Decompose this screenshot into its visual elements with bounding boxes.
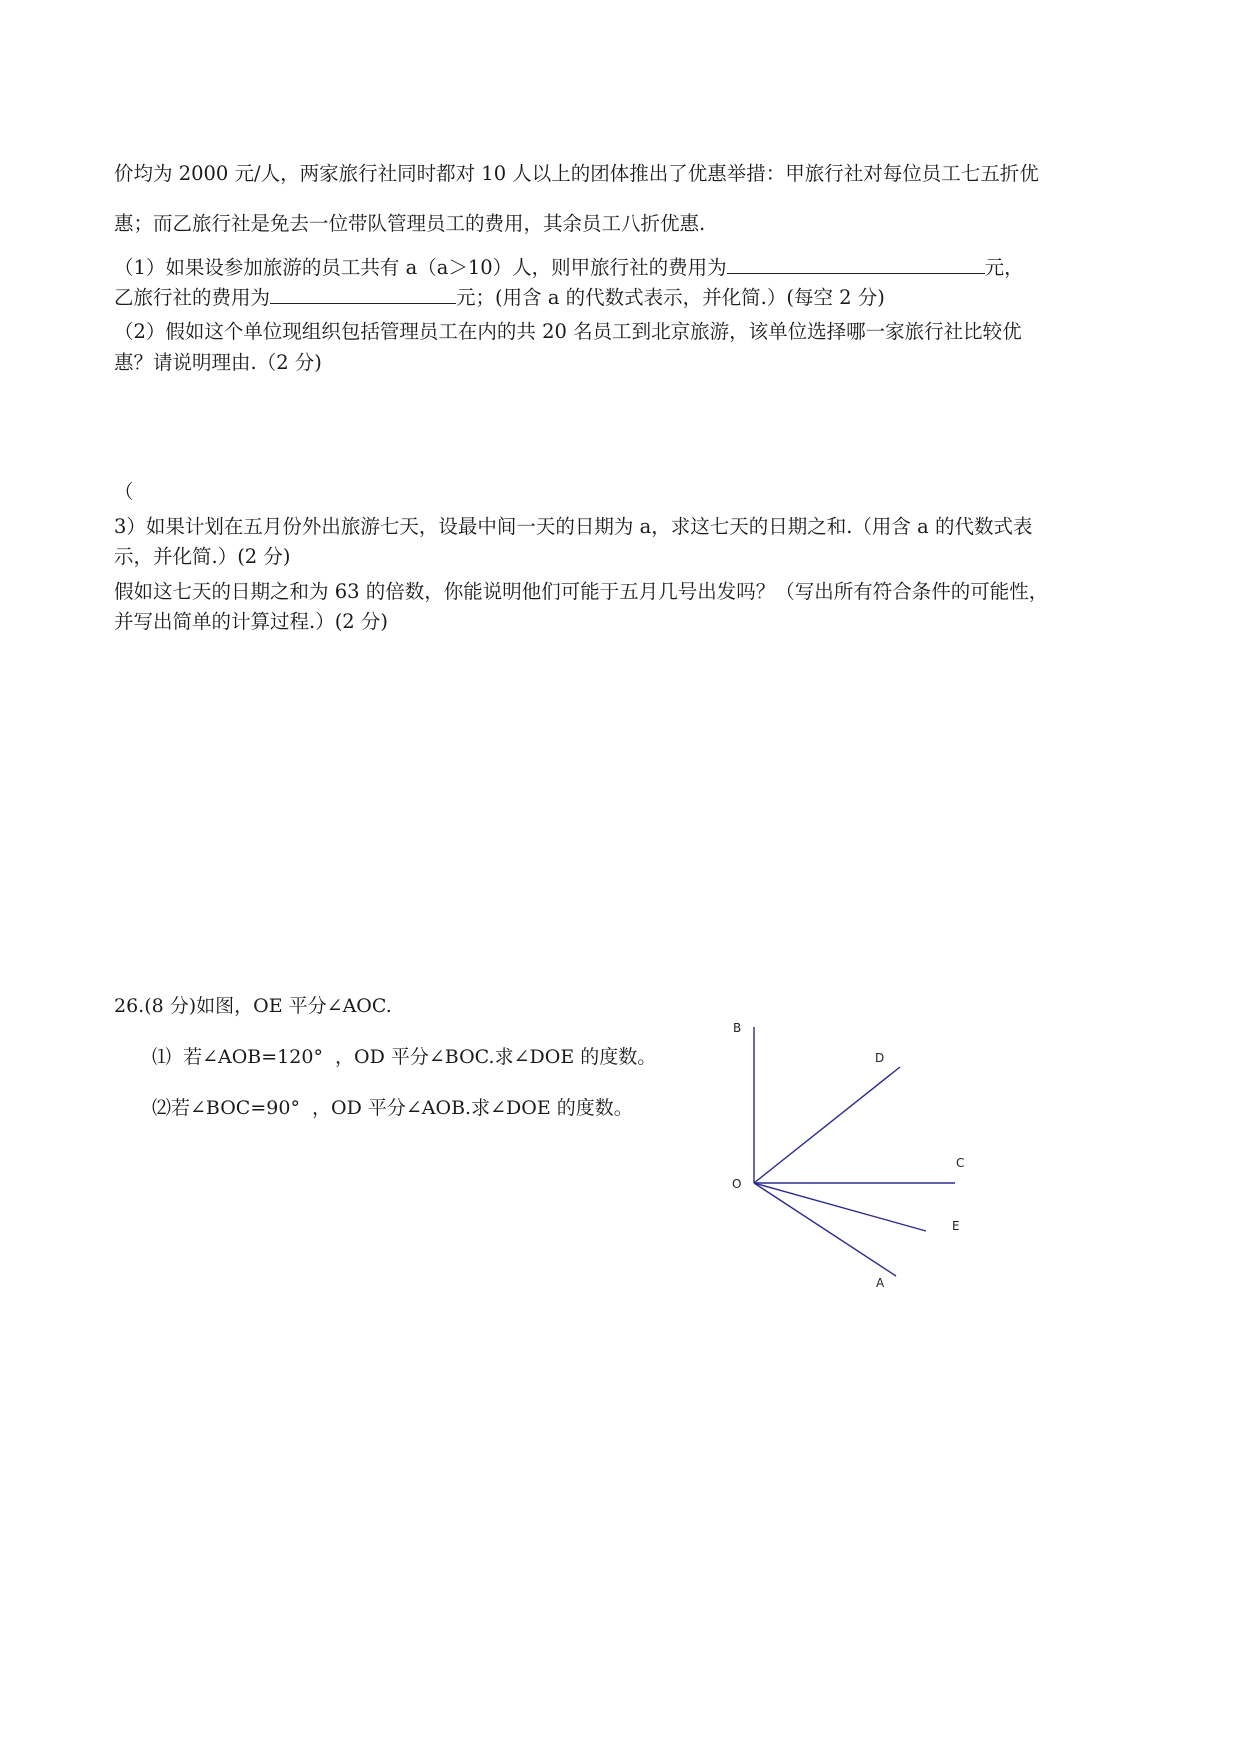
question-2-line-2: 惠？请说明理由.（2 分) [114, 351, 322, 374]
ray-oe [754, 1183, 926, 1231]
problem-26-part-1: ⑴ 若∠AOB=120° ，OD 平分∠BOC.求∠DOE 的度数。 [152, 1046, 657, 1068]
ray-od [754, 1067, 900, 1183]
answer-blank-yi[interactable] [270, 283, 456, 304]
label-o: O [732, 1177, 742, 1191]
question-1-line-1 [114, 253, 1024, 282]
label-a: A [876, 1276, 885, 1290]
label-b: B [733, 1021, 742, 1035]
question-2-line-1: （2）假如这个单位现组织包括管理员工在内的共 20 名员工到北京旅游，该单位选择哪一家旅行社比较优 [114, 320, 1022, 343]
question-1-line-2 [114, 283, 885, 312]
question-3-line-1: 3）如果计划在五月份外出旅游七天，设最中间一天的日期为 a，求这七天的日期之和.（用含 a 的代数式表 [114, 515, 1033, 538]
question-4-line-1: 假如这七天的日期之和为 63 的倍数，你能说明他们可能于五月几号出发吗？（写出所有符合条件的可能性， [114, 580, 1049, 603]
question-1-unit-a: 元， [984, 256, 1024, 279]
question-3-line-2: 示，并化简.）(2 分) [114, 545, 291, 568]
question-1-unit-b: 元；(用含 a 的代数式表示，并化简.）(每空 2 分) [456, 286, 885, 309]
question-1-text-b: 乙旅行社的费用为 [114, 286, 271, 309]
label-e: E [952, 1219, 960, 1233]
question-1-text-a: （1）如果设参加旅游的员工共有 a（a＞10）人，则甲旅行社的费用为 [114, 256, 727, 279]
ray-oa [754, 1183, 896, 1276]
problem-26-title: 26.(8 分)如图，OE 平分∠AOC. [114, 995, 392, 1017]
problem-26-part-2: ⑵若∠BOC=90° ，OD 平分∠AOB.求∠DOE 的度数。 [152, 1097, 633, 1119]
angle-figure [720, 1015, 1000, 1295]
intro-line-1: 价均为 2000 元/人，两家旅行社同时都对 10 人以上的团体推出了优惠举措：甲旅行社对每位员工七五折优 [114, 162, 1039, 185]
question-3-paren: （ [114, 480, 134, 503]
question-4-line-2: 并写出简单的计算过程.）(2 分) [114, 610, 389, 633]
intro-line-2: 惠；而乙旅行社是免去一位带队管理员工的费用，其余员工八折优惠. [114, 212, 706, 235]
label-d: D [875, 1051, 885, 1065]
answer-blank-jia[interactable] [727, 253, 985, 274]
label-c: C [956, 1156, 965, 1170]
figure-rays [754, 1027, 955, 1276]
